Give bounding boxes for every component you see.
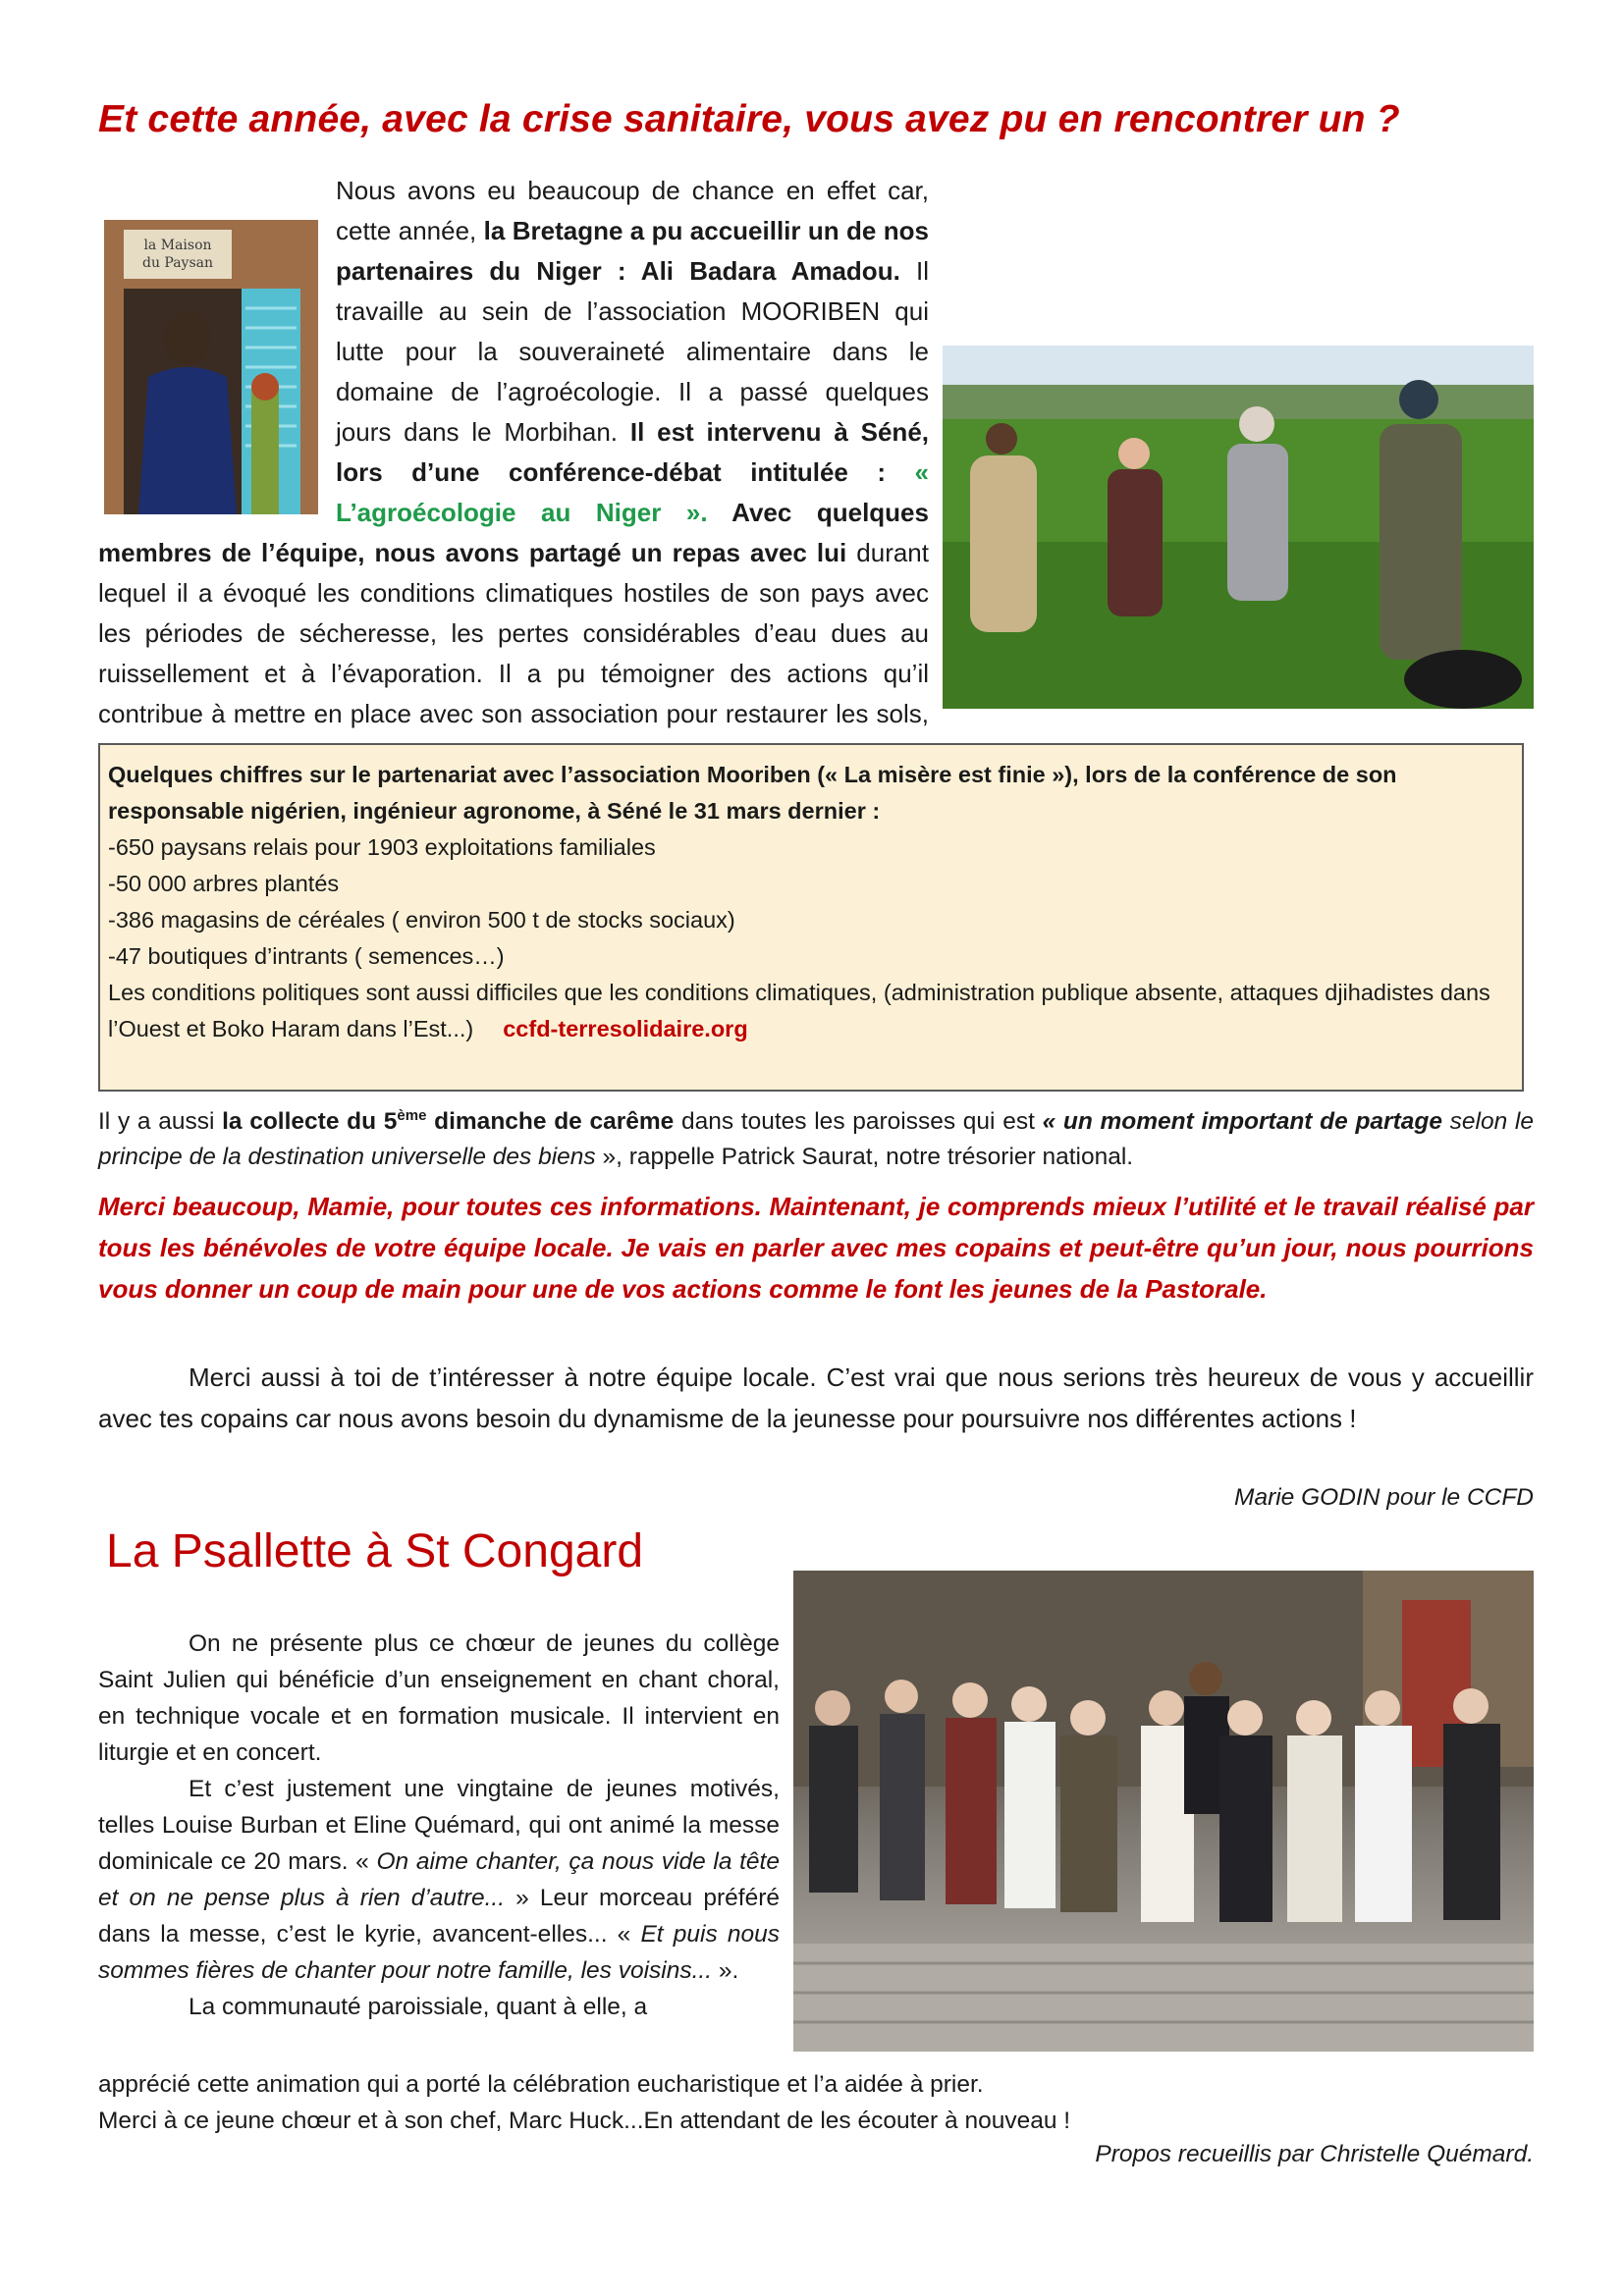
intro-bold-2: Il est intervenu à Séné, lors d’une conférence-débat intitulée : [336, 417, 929, 487]
collecte-text: dans toutes les paroisses qui est [674, 1108, 1043, 1135]
field-group-photo [943, 346, 1534, 709]
psallette-paragraph-2 [98, 1771, 780, 1989]
psallette-closing [98, 2066, 1534, 2139]
collecte-paragraph [98, 1104, 1534, 1175]
collecte-text: Il y a aussi [98, 1108, 223, 1135]
mooriben-figures-box [98, 743, 1524, 1092]
intro-bold-1: la Bretagne a pu accueillir un de nos partenaires du Niger : Ali Badara Amadou. [336, 216, 929, 286]
choir-group-photo [793, 1571, 1534, 2052]
infobox-heading: Quelques chiffres sur le partenariat avec l’association Mooriben (« La misère est finie »), lors de la conférence de son responsable nigérien, ingénieur agronome, à Séné le 31 mars dernier : [108, 762, 1397, 824]
infobox-politics: Les conditions politiques sont aussi difficiles que les conditions climatiques, (administration publique absente, attaques djihadistes dans l’Ouest et Boko Haram dans l’Est...) [108, 980, 1490, 1041]
child-thanks: Merci beaucoup, Mamie, pour toutes ces informations. Maintenant, je comprends mieux l’utilité et le travail réalisé par tous les bénévoles de votre équipe locale. Je vais en parler avec mes copains et peut-être qu’un jour, nous pourrions vous donner un coup de main pour une de vos actions comme le font les jeunes de la Pastorale. [98, 1192, 1534, 1304]
psallette-text: ». [712, 1957, 739, 1984]
portrait-illustration [104, 220, 318, 514]
intro-text-3: durant lequel il a évoqué les conditions climatiques hostiles de son pays avec les périodes de sécheresse, les pertes considérables d’eau dues au ruissellement et à l’évaporation. Il a pu témoigner des actions qu’il contribue à mettre en place avec son association pour restaurer les sols, [98, 538, 929, 728]
choir-illustration [793, 1571, 1534, 2052]
collecte-italic: selon le principe de la destination universelle des biens [98, 1108, 1534, 1170]
intro-text-1: Nous avons eu beaucoup de chance en effet car, cette année, [336, 176, 929, 245]
psallette-text: Et c’est justement une vingtaine de jeunes motivés, telles Louise Burban et Eline Quémard, qui ont animé la messe dominicale ce 20 mars. « [98, 1776, 780, 1875]
collecte-bold: la collecte du 5 [222, 1108, 398, 1135]
conference-title: « L’agroécologie au Niger ». [336, 457, 929, 527]
psallette-quote: Et puis nous sommes fières de chanter pour notre famille, les voisins... [98, 1921, 780, 1984]
psallette-paragraph-5: Merci à ce jeune chœur et à son chef, Marc Huck...En attendant de les écouter à nouveau ! [98, 2108, 1071, 2134]
psallette-paragraph-3: La communauté paroissiale, quant à elle, a [189, 1994, 648, 2020]
collecte-sup: ème [397, 1106, 427, 1124]
headline: Et cette année, avec la crise sanitaire, vous avez pu en rencontrer un ? [98, 98, 1400, 140]
infobox-item: -47 boutiques d’intrants ( semences…) [108, 943, 505, 969]
psallette-paragraph-4: apprécié cette animation qui a porté la célébration eucharistique et l’a aidée à prier. [98, 2071, 984, 2098]
intro-article [98, 171, 1534, 774]
psallette-text: » Leur morceau préféré dans la messe, c’est le kyrie, avancent-elles... « [98, 1885, 780, 1948]
field-illustration [943, 346, 1534, 709]
psallette-quote: On aime chanter, ça nous vide la tête et on ne pense plus à rien d’autre... [98, 1848, 780, 1911]
infobox-item: -50 000 arbres plantés [108, 871, 340, 896]
svg-text:du Paysan: du Paysan [141, 255, 214, 271]
collecte-text: », rappelle Patrick Saurat, notre trésorier national. [595, 1144, 1134, 1170]
signature-psallette: Propos recueillis par Christelle Quémard. [1095, 2141, 1534, 2167]
ali-badara-photo [104, 220, 318, 514]
intro-text-2: Il travaille au sein de l’association MOORIBEN qui lutte pour la souveraineté alimentaire dans le domaine de l’agroécologie. Il a passé quelques jours dans le Morbihan. [336, 256, 929, 447]
psallette-title: La Psallette à St Congard [106, 1525, 644, 1577]
ccfd-website-link[interactable]: ccfd-terresolidaire.org [503, 1016, 748, 1041]
psallette-article [98, 1626, 780, 2025]
grandmother-reply: Merci aussi à toi de t’intéresser à notre équipe locale. C’est vrai que nous serions très heureux de vous y accueillir avec tes copains car nous avons besoin du dynamisme de la jeunesse pour poursuivre nos différentes actions ! [98, 1362, 1534, 1433]
infobox-item: -650 paysans relais pour 1903 exploitations familiales [108, 834, 656, 860]
signature-ccfd: Marie GODIN pour le CCFD [1234, 1484, 1534, 1511]
psallette-paragraph-1: On ne présente plus ce chœur de jeunes du collège Saint Julien qui bénéficie d’un enseignement en chant choral, en technique vocale et en formation musicale. Il intervient en liturgie et en concert. [98, 1630, 780, 1766]
infobox-item: -386 magasins de céréales ( environ 500 t de stocks sociaux) [108, 907, 735, 933]
svg-text:la Maison: la Maison [143, 238, 212, 253]
intro-bold-3: Avec quelques membres de l’équipe, nous avons partagé un repas avec lui [98, 498, 929, 567]
collecte-bold: dimanche de carême [426, 1108, 675, 1135]
collecte-quote: « un moment important de partage [1042, 1108, 1442, 1135]
